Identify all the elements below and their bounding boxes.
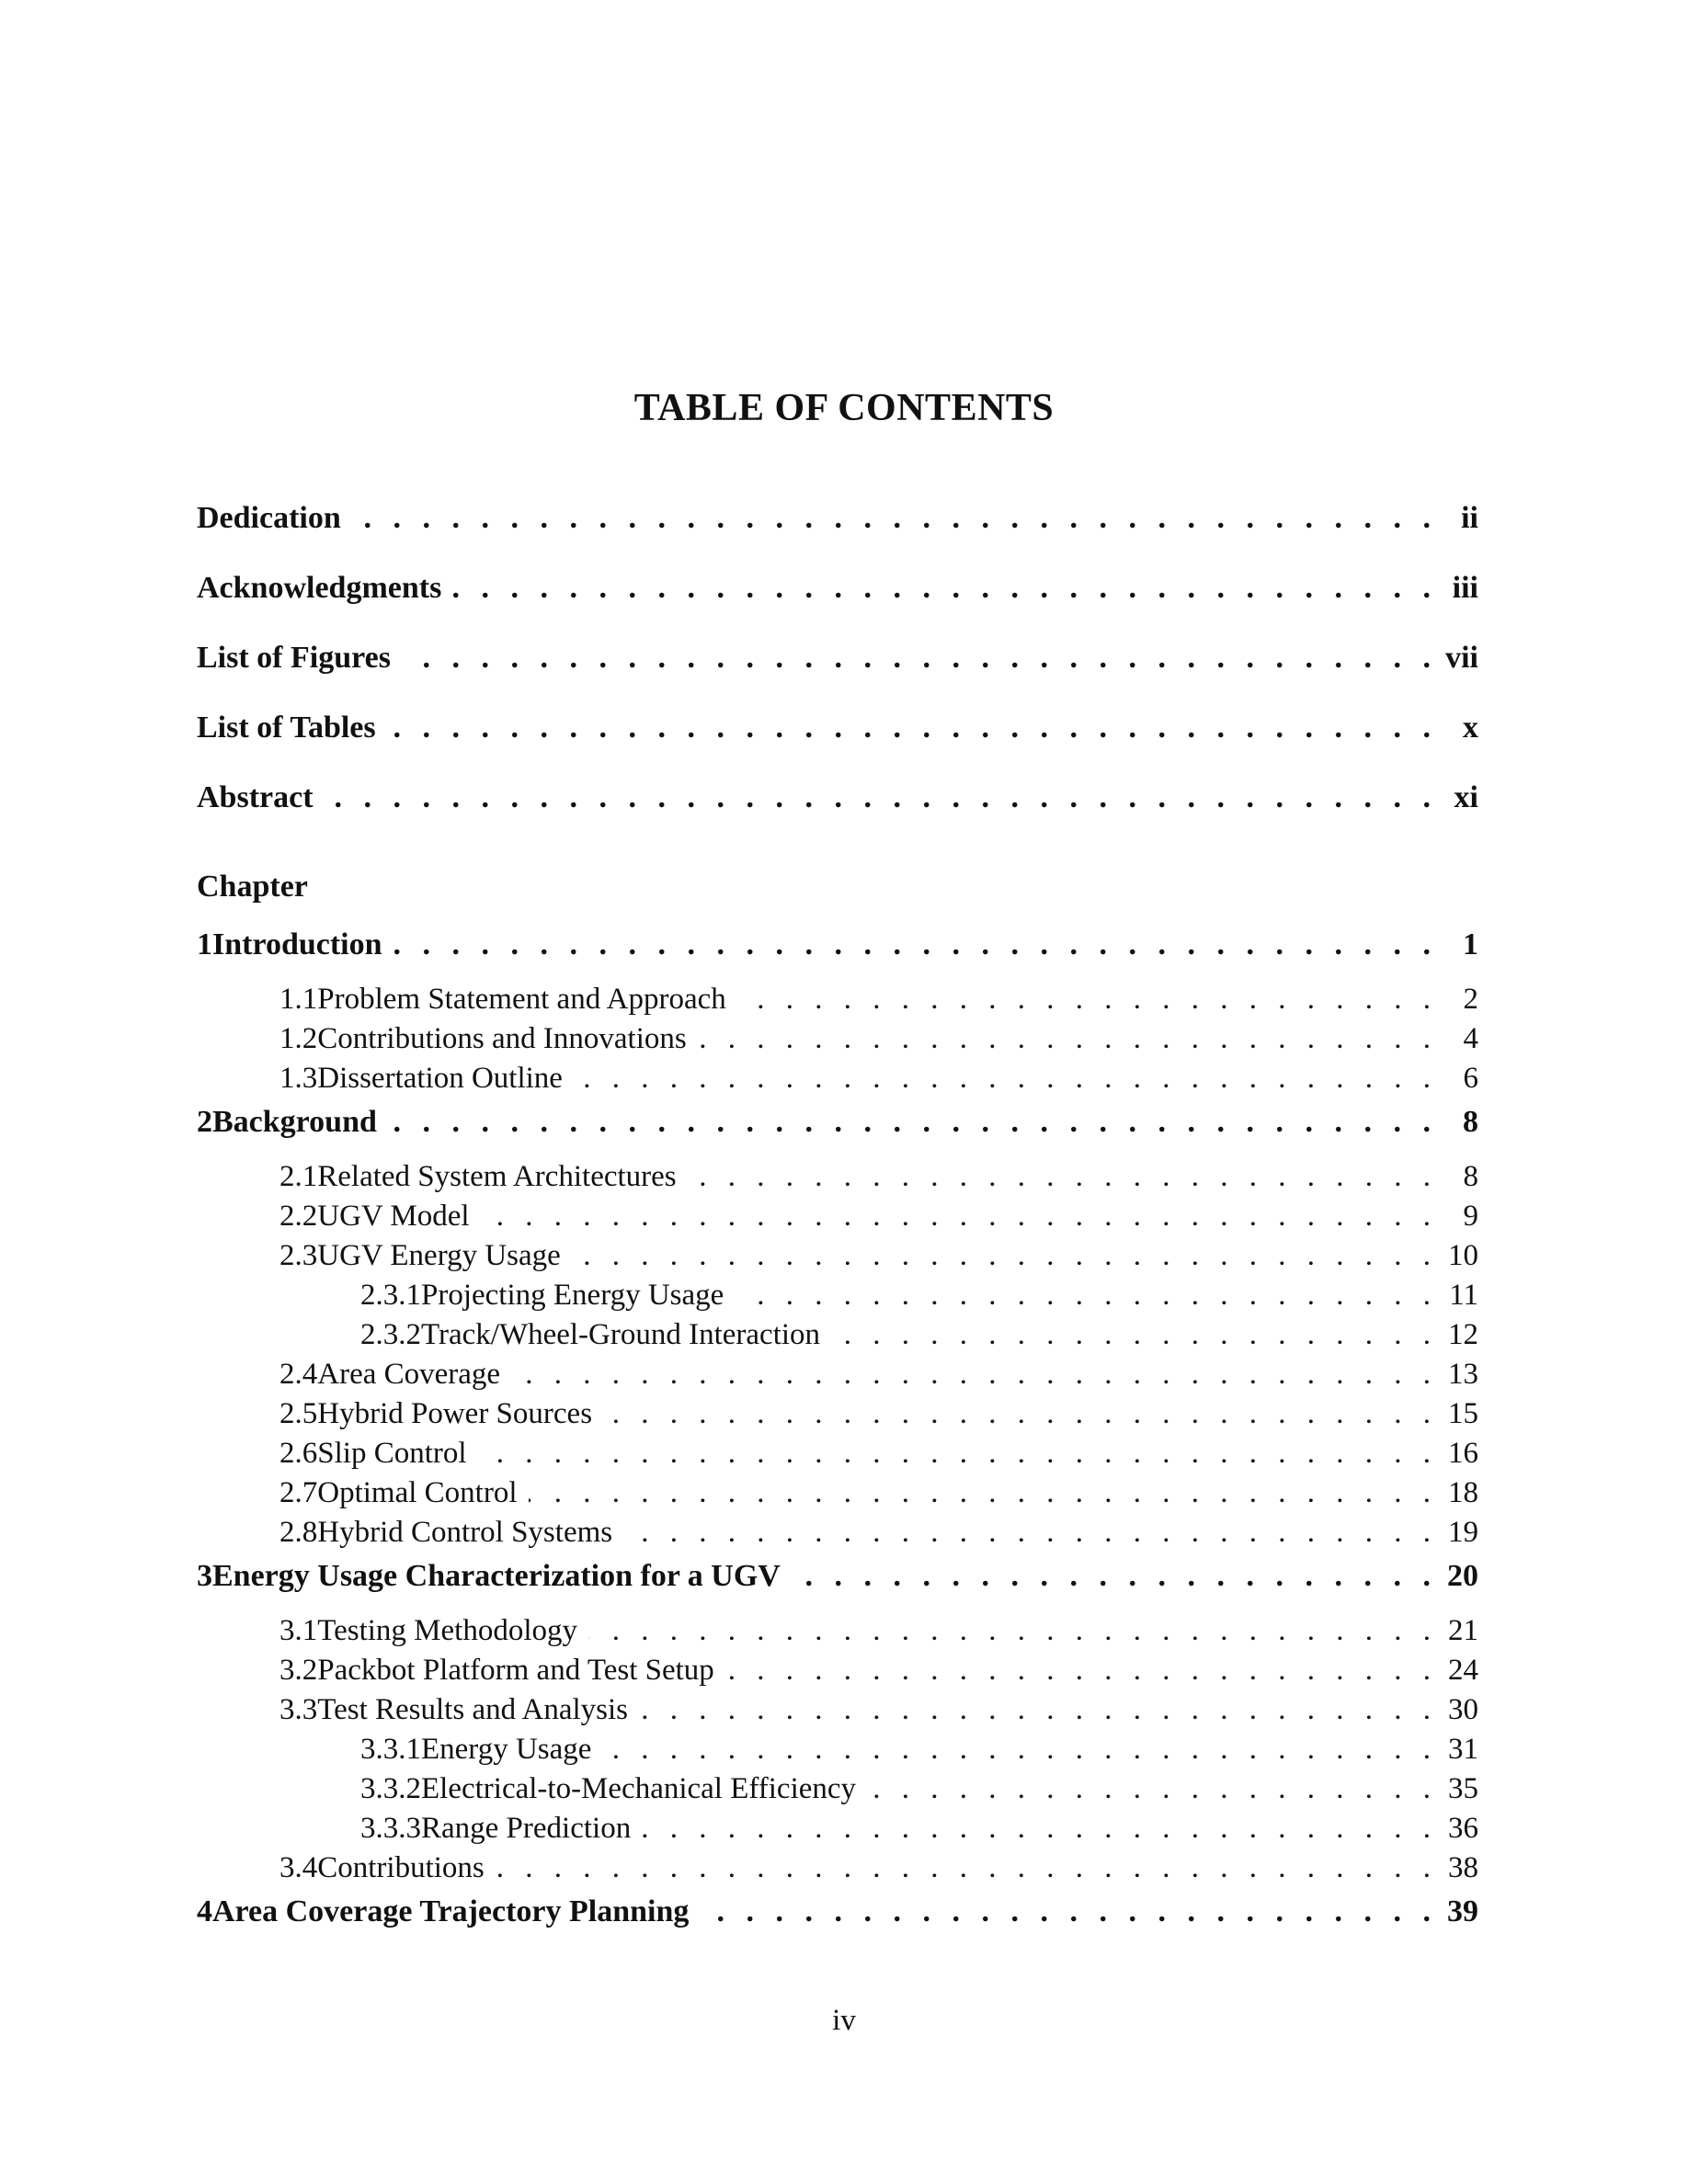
toc-section[interactable] [197,1851,1478,1891]
dot-leader [452,571,1431,606]
section-number: 2.4 [279,1358,318,1391]
toc-section[interactable] [197,1160,1478,1200]
section-title: UGV Energy Usage [317,1239,561,1272]
subsection-number: 3.3.1 [360,1733,421,1766]
dot-leader [574,1062,1431,1096]
subsection-title: Range Prediction [421,1812,632,1845]
section-number: 3.1 [279,1614,318,1647]
section-title: Slip Control [317,1437,467,1470]
subsection-title: Projecting Energy Usage [421,1279,724,1312]
dot-leader [402,641,1431,676]
section-title: Hybrid Power Sources [317,1397,593,1430]
section-page: 16 [1448,1437,1478,1470]
toc-subsection[interactable] [197,1772,1478,1812]
toc-entry-dedication[interactable] [197,501,1478,571]
section-number: 2.7 [279,1476,318,1509]
dot-leader [700,1894,1431,1929]
chapter-number: 1 [197,927,212,961]
toc-section[interactable] [197,1614,1478,1654]
subsection-number: 3.3.3 [360,1812,421,1845]
subsection-title: Track/Wheel-Ground Interaction [421,1318,821,1351]
section-page: 2 [1463,983,1478,1016]
dot-leader [529,1476,1431,1510]
table-of-contents [197,501,1478,1950]
section-page: 21 [1448,1614,1478,1647]
chapter-title: Area Coverage Trajectory Planning [212,1894,690,1928]
toc-entry-label: Dedication [197,501,341,535]
section-number: 1.2 [279,1022,318,1055]
section-page: 10 [1448,1239,1478,1272]
toc-subsection[interactable] [197,1279,1478,1318]
toc-section[interactable] [197,1022,1478,1062]
chapter-heading: Chapter [197,870,308,904]
section-title: Dissertation Outline [317,1062,563,1095]
dot-leader [572,1239,1431,1273]
subsection-page: 11 [1449,1279,1478,1312]
dot-leader [602,1733,1431,1767]
section-page: 19 [1448,1516,1478,1549]
dot-leader [698,1022,1431,1056]
toc-section[interactable] [197,1516,1478,1555]
toc-section[interactable] [197,1693,1478,1733]
section-page: 13 [1448,1358,1478,1391]
section-title: Test Results and Analysis [317,1693,629,1726]
section-page: 8 [1463,1160,1478,1193]
toc-entry-page: ii [1461,501,1478,535]
toc-entry-abstract[interactable] [197,780,1478,850]
section-number: 3.2 [279,1654,318,1687]
subsection-page: 36 [1448,1812,1478,1845]
section-title: Related System Architectures [317,1160,677,1193]
section-number: 1.1 [279,983,318,1016]
dot-leader [688,1160,1431,1194]
toc-entry-page: iii [1452,571,1478,605]
dot-leader [588,1614,1431,1648]
section-number: 2.6 [279,1437,318,1470]
chapter-title: Introduction [212,927,382,961]
section-title: Contributions and Innovations [317,1022,687,1055]
section-number: 3.4 [279,1851,318,1884]
toc-chapter-2[interactable] [197,1105,1478,1160]
toc-entry-list-of-figures[interactable] [197,641,1478,711]
subsection-page: 31 [1448,1733,1478,1766]
dot-leader [387,711,1431,745]
section-number: 2.2 [279,1200,318,1233]
dot-leader [352,501,1431,536]
dot-leader [325,780,1431,815]
dot-leader [642,1812,1431,1846]
toc-section[interactable] [197,1654,1478,1693]
dot-leader [603,1397,1431,1431]
toc-entry-acknowledgments[interactable] [197,571,1478,641]
dot-leader [737,983,1431,1017]
dot-leader [725,1654,1431,1688]
chapter-page: 1 [1463,927,1478,961]
toc-section[interactable] [197,983,1478,1022]
toc-subsection[interactable] [197,1812,1478,1851]
section-page: 24 [1448,1654,1478,1687]
toc-entry-page: vii [1445,641,1478,675]
chapter-title: Energy Usage Characterization for a UGV [212,1559,781,1593]
subsection-number: 2.3.1 [360,1279,421,1312]
toc-subsection[interactable] [197,1733,1478,1772]
section-title: Contributions [317,1851,485,1884]
dot-leader [792,1559,1431,1594]
chapter-title: Background [212,1105,377,1139]
dot-leader [481,1200,1431,1234]
toc-section[interactable] [197,1397,1478,1437]
toc-entry-list-of-tables[interactable] [197,711,1478,780]
section-title: UGV Model [317,1200,470,1233]
subsection-page: 12 [1448,1318,1478,1351]
section-title: Testing Methodology [317,1614,578,1647]
dot-leader [511,1358,1431,1392]
toc-section[interactable] [197,1437,1478,1476]
section-number: 2.8 [279,1516,318,1549]
toc-chapter-4[interactable] [197,1894,1478,1950]
dot-leader [639,1693,1431,1727]
toc-entry-label: Abstract [197,780,314,814]
subsection-page: 35 [1448,1772,1478,1805]
toc-section[interactable] [197,1358,1478,1397]
toc-section[interactable] [197,1200,1478,1239]
toc-chapter-3[interactable] [197,1559,1478,1614]
section-title: Problem Statement and Approach [317,983,726,1016]
toc-entry-label: List of Figures [197,641,391,675]
subsection-title: Electrical-to-Mechanical Efficiency [421,1772,857,1805]
chapter-page: 20 [1447,1559,1478,1593]
toc-entry-page: xi [1454,780,1478,814]
subsection-number: 3.3.2 [360,1772,421,1805]
section-page: 15 [1448,1397,1478,1430]
section-title: Hybrid Control Systems [317,1516,613,1549]
section-page: 30 [1448,1693,1478,1726]
toc-chapter-1[interactable] [197,927,1478,983]
toc-section[interactable] [197,1062,1478,1101]
chapter-number: 3 [197,1559,212,1593]
chapter-page: 8 [1463,1105,1478,1139]
section-number: 2.1 [279,1160,318,1193]
toc-entry-label: Acknowledgments [197,571,442,605]
section-page: 4 [1463,1022,1478,1055]
section-number: 2.3 [279,1239,318,1272]
subsection-number: 2.3.2 [360,1318,421,1351]
toc-section[interactable] [197,1239,1478,1279]
chapter-page: 39 [1447,1894,1478,1928]
page-title: TABLE OF CONTENTS [633,387,1055,429]
dot-leader [388,1105,1431,1140]
toc-entry-page: x [1463,711,1478,745]
dot-leader [496,1851,1431,1885]
toc-entry-label: List of Tables [197,711,376,745]
section-number: 1.3 [279,1062,318,1095]
dot-leader [393,927,1431,962]
section-title: Optimal Control [317,1476,518,1509]
section-page: 9 [1463,1200,1478,1233]
section-page: 6 [1463,1062,1478,1095]
dot-leader [623,1516,1431,1550]
section-page: 18 [1448,1476,1478,1509]
dot-leader [867,1772,1431,1806]
toc-section[interactable] [197,1476,1478,1516]
subsection-title: Energy Usage [421,1733,592,1766]
chapter-number: 2 [197,1105,212,1139]
section-number: 3.3 [279,1693,318,1726]
dot-leader [735,1279,1431,1313]
dot-leader [478,1437,1431,1471]
toc-subsection[interactable] [197,1318,1478,1358]
chapter-number: 4 [197,1894,212,1928]
section-number: 2.5 [279,1397,318,1430]
page-number-footer: iv [832,2004,856,2037]
dot-leader [831,1318,1431,1352]
section-title: Area Coverage [317,1358,501,1391]
section-title: Packbot Platform and Test Setup [317,1654,714,1687]
section-page: 38 [1448,1851,1478,1884]
